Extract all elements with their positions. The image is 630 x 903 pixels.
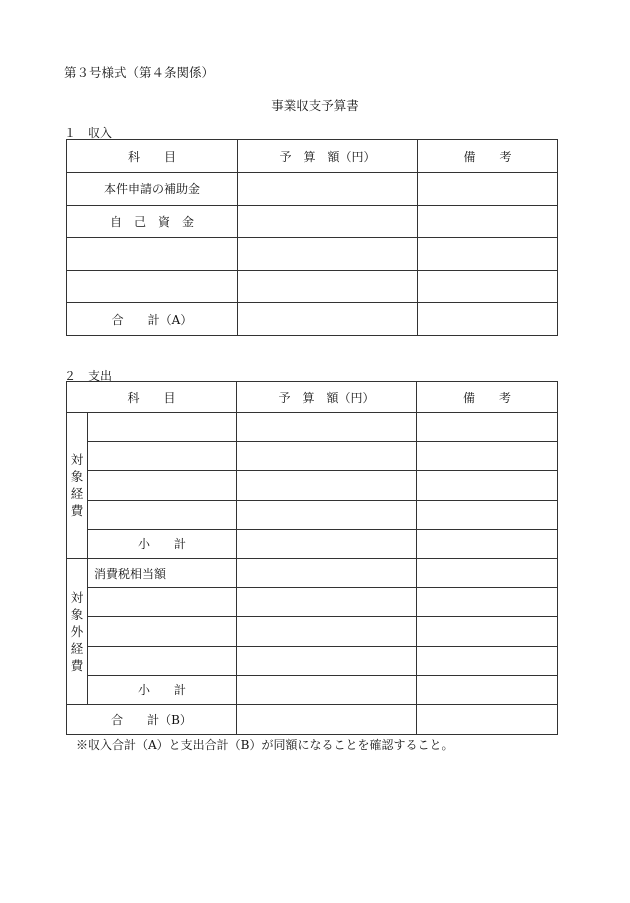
expense-row bbox=[67, 471, 558, 500]
remarks-cell[interactable] bbox=[417, 529, 558, 558]
remarks-cell[interactable] bbox=[417, 675, 558, 704]
expense-row bbox=[67, 558, 558, 587]
expense-item-cell[interactable] bbox=[88, 617, 237, 646]
amount-cell[interactable] bbox=[237, 442, 417, 471]
subtotal-row bbox=[67, 529, 558, 558]
expense-row bbox=[67, 617, 558, 646]
remarks-cell[interactable] bbox=[418, 205, 558, 238]
income-row bbox=[67, 205, 558, 238]
amount-cell[interactable] bbox=[238, 205, 418, 238]
income-item-cell: 本件申請の補助金 bbox=[67, 173, 238, 206]
income-heading: １ 収入 bbox=[64, 126, 113, 140]
expense-row bbox=[67, 442, 558, 471]
subtotal-label: 小 計 bbox=[88, 675, 237, 704]
target-expenses-group-label bbox=[67, 413, 88, 559]
expense-total-label: 合 計（B） bbox=[67, 704, 237, 734]
remarks-cell[interactable] bbox=[418, 270, 558, 303]
expense-item-cell[interactable] bbox=[88, 500, 237, 529]
subtotal-amount-cell[interactable] bbox=[237, 675, 417, 704]
remarks-cell[interactable] bbox=[417, 442, 558, 471]
remarks-cell[interactable] bbox=[417, 617, 558, 646]
expense-item-cell[interactable] bbox=[88, 471, 237, 500]
non-target-expenses-group-label bbox=[67, 558, 88, 704]
amount-cell[interactable] bbox=[237, 617, 417, 646]
expense-total-row bbox=[67, 704, 558, 734]
remarks-cell[interactable] bbox=[417, 588, 558, 617]
group-label-char: 対 bbox=[70, 589, 84, 605]
form-number: 第３号様式（第４条関係） bbox=[64, 65, 215, 80]
amount-cell[interactable] bbox=[237, 646, 417, 675]
expense-total-amount-cell[interactable] bbox=[237, 704, 417, 734]
col-item-header: 科 目 bbox=[67, 382, 237, 413]
col-item-header: 科 目 bbox=[67, 140, 238, 173]
amount-cell[interactable] bbox=[237, 471, 417, 500]
income-item-cell: 自 己 資 金 bbox=[67, 205, 238, 238]
income-total-amount-cell[interactable] bbox=[238, 303, 418, 336]
subtotal-row bbox=[67, 675, 558, 704]
expense-heading: ２ 支出 bbox=[64, 369, 113, 383]
expense-item-cell[interactable] bbox=[88, 588, 237, 617]
income-row bbox=[67, 173, 558, 206]
subtotal-label: 小 計 bbox=[88, 529, 237, 558]
group-label-char: 象 bbox=[70, 469, 84, 485]
income-item-cell[interactable] bbox=[67, 270, 238, 303]
income-total-label: 合 計（A） bbox=[67, 303, 238, 336]
expense-table bbox=[66, 381, 558, 735]
col-remarks-header: 備 考 bbox=[418, 140, 558, 173]
amount-cell[interactable] bbox=[237, 500, 417, 529]
remarks-cell[interactable] bbox=[417, 471, 558, 500]
group-label-char: 対 bbox=[70, 452, 84, 468]
expense-header-row bbox=[67, 382, 558, 413]
group-label-char: 経 bbox=[70, 486, 84, 502]
expense-item-cell[interactable] bbox=[88, 413, 237, 442]
expense-row bbox=[67, 646, 558, 675]
amount-cell[interactable] bbox=[237, 588, 417, 617]
subtotal-amount-cell[interactable] bbox=[237, 529, 417, 558]
amount-cell[interactable] bbox=[238, 238, 418, 271]
expense-row bbox=[67, 500, 558, 529]
expense-item-cell[interactable] bbox=[88, 442, 237, 471]
remarks-cell[interactable] bbox=[417, 704, 558, 734]
income-row bbox=[67, 270, 558, 303]
remarks-cell[interactable] bbox=[418, 303, 558, 336]
income-table bbox=[66, 139, 558, 336]
col-remarks-header: 備 考 bbox=[417, 382, 558, 413]
confirmation-note: ※収入合計（A）と支出合計（B）が同額になることを確認すること。 bbox=[76, 738, 454, 752]
expense-row bbox=[67, 588, 558, 617]
group-label-char: 費 bbox=[70, 657, 84, 673]
amount-cell[interactable] bbox=[237, 558, 417, 587]
amount-cell[interactable] bbox=[238, 270, 418, 303]
remarks-cell[interactable] bbox=[417, 646, 558, 675]
remarks-cell[interactable] bbox=[417, 558, 558, 587]
remarks-cell[interactable] bbox=[417, 413, 558, 442]
group-label-char: 外 bbox=[70, 623, 84, 639]
expense-row bbox=[67, 413, 558, 442]
col-amount-header: 予 算 額（円） bbox=[237, 382, 417, 413]
income-header-row bbox=[67, 140, 558, 173]
group-label-char: 費 bbox=[70, 503, 84, 519]
document-title: 事業収支予算書 bbox=[271, 98, 359, 113]
group-label-char: 象 bbox=[70, 606, 84, 622]
expense-item-cell[interactable] bbox=[88, 646, 237, 675]
amount-cell[interactable] bbox=[238, 173, 418, 206]
remarks-cell[interactable] bbox=[418, 238, 558, 271]
remarks-cell[interactable] bbox=[417, 500, 558, 529]
income-item-cell[interactable] bbox=[67, 238, 238, 271]
group-label-char: 経 bbox=[70, 640, 84, 656]
amount-cell[interactable] bbox=[237, 413, 417, 442]
income-row bbox=[67, 238, 558, 271]
remarks-cell[interactable] bbox=[418, 173, 558, 206]
income-total-row bbox=[67, 303, 558, 336]
expense-item-cell: 消費税相当額 bbox=[88, 558, 237, 587]
col-amount-header: 予 算 額（円） bbox=[238, 140, 418, 173]
